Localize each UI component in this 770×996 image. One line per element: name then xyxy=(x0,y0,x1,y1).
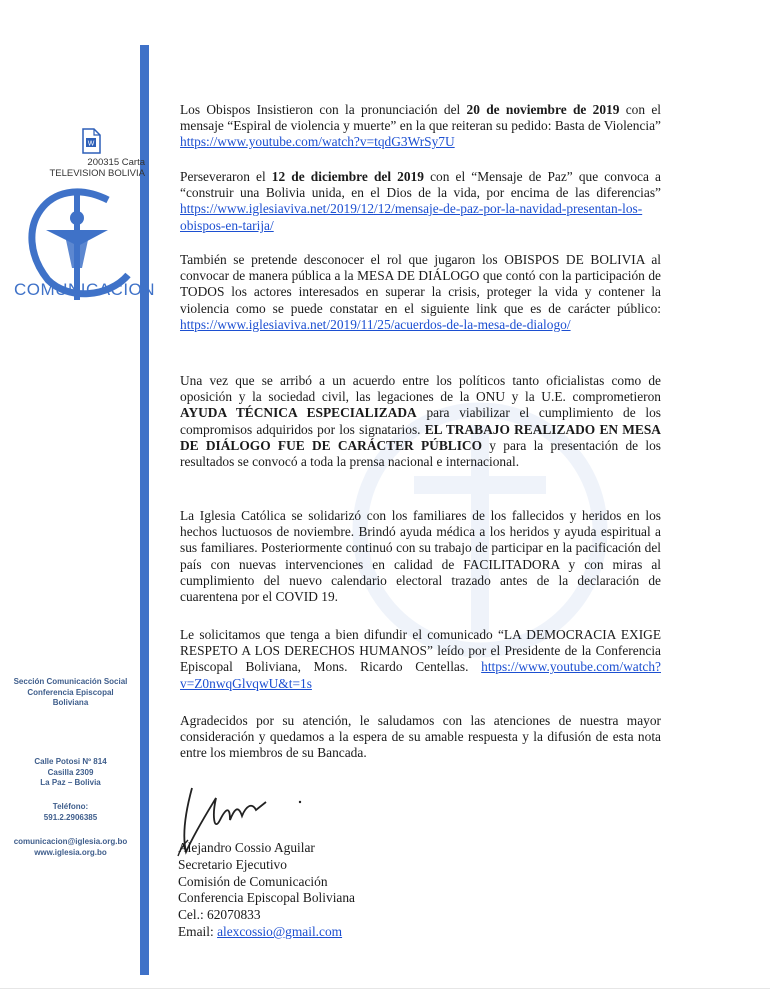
signer-email-link[interactable]: alexcossio@gmail.com xyxy=(217,923,343,939)
org-line-3: Boliviana xyxy=(52,698,89,707)
p1-text-2: con el mensaje “Espiral de violencia y muerte” en la que reiteran su pedido: Basta de Violencia” xyxy=(180,102,662,134)
signer-commission: Comisión de Comunicación xyxy=(178,873,328,889)
youtube-link-2[interactable]: https://www.youtube.com/watch?v=Z0nwqGlvqwU&t=1s xyxy=(180,659,661,691)
signer-phone: Cel.: 62070833 xyxy=(178,907,261,923)
p2-text-2: con el “Mensaje de Paz” que convoca a “construir una Bolivia unida, en el Dios de la vida, por encima de las diferencias” xyxy=(180,169,661,201)
address-line-1: Calle Potosi Nº 814 xyxy=(34,757,107,766)
paragraph-2 xyxy=(180,169,661,234)
iglesiaviva-link-1[interactable]: https://www.iglesiaviva.net/2019/12/12/mensaje-de-paz-por-la-navidad-presentan-los-obispos-en-tarija/ xyxy=(180,201,643,233)
paragraph-5 xyxy=(180,508,661,605)
p3-text-1: También se pretende desconocer el rol que jugaron los OBISPOS DE BOLIVIA al convocar de manera pública a la MESA DE DIÁLOGO que contó con la participación de TODOS los actores interesados en superar la crisis, proteger la vida y contener la violencia como se puede constatar en el siguiente link que es de carácter público: xyxy=(180,252,661,316)
p2-text-1: Perseveraron el xyxy=(180,169,272,184)
sidebar-phone xyxy=(8,802,133,823)
signer-title: Secretario Ejecutivo xyxy=(178,856,287,872)
p1-bold-date: 20 de noviembre de 2019 xyxy=(466,102,620,117)
contact-email[interactable]: comunicacion@iglesia.org.bo xyxy=(13,837,128,846)
org-line-2: Conferencia Episcopal xyxy=(27,687,114,697)
signer-conference: Conferencia Episcopal Boliviana xyxy=(178,890,355,906)
paragraph-4 xyxy=(180,373,661,470)
p5-text: La Iglesia Católica se solidarizó con los familiares de los fallecidos y heridos en los hechos luctuosos de noviembre. Brindó ayuda médica a los heridos y ayuda espiritual a sus familiares. Posteriormente continuó con su trabajo de participar en la pacificación del país con nuevas intervenciones en calidad de FACILITADORA y con miras al cumplimiento del nuevo calendario electoral trazado antes de la declaración de cuarentena por el COVID 19. xyxy=(180,508,661,605)
file-label-line1: 200315 Carta xyxy=(87,157,145,168)
sidebar-contact xyxy=(8,837,133,858)
contact-website[interactable]: www.iglesia.org.bo xyxy=(34,847,107,857)
file-label-line2: TELEVISION BOLIVIA xyxy=(49,168,145,179)
phone-label: Teléfono: xyxy=(52,802,89,811)
document-file-icon[interactable] xyxy=(80,128,102,154)
paragraph-3 xyxy=(180,252,661,333)
phone-number: 591.2.2906385 xyxy=(43,812,98,822)
svg-text:W: W xyxy=(87,140,95,148)
sidebar-address xyxy=(8,757,133,789)
signer-name: Alejandro Cossio Aguilar xyxy=(178,840,315,855)
p6-text-1: Le solicitamos que tenga a bien difundir el comunicado “LA DEMOCRACIA EXIGE RESPETO A LOS DERECHOS HUMANOS” leído por el Presidente de la Conferencia Episcopal Boliviana, Mons. Ricardo Centellas. xyxy=(180,627,661,675)
paragraph-6 xyxy=(180,627,661,692)
p4-text-3: y para la presentación de los resultados se convocó a toda la prensa nacional e internacional. xyxy=(180,437,661,470)
address-line-3: La Paz – Bolivia xyxy=(40,778,101,787)
p4-bold-1: AYUDA TÉCNICA ESPECIALIZADA xyxy=(180,405,417,421)
p7-text: Agradecidos por su atención, le saludamos con las atenciones de nuestra mayor consideración y quedamos a la espera de su amable respuesta y la difusión de esta nota entre los miembros de su Bancada. xyxy=(180,713,661,761)
email-label: Email: xyxy=(178,923,218,939)
iglesiaviva-link-2[interactable]: https://www.iglesiaviva.net/2019/11/25/acuerdos-de-la-mesa-de-dialogo/ xyxy=(180,316,571,332)
signature-block xyxy=(178,840,355,941)
signer-email-row xyxy=(178,924,355,941)
p4-text-1: Una vez que se arribó a un acuerdo entre los políticos tanto oficialistas como de oposición y la sociedad civil, las legaciones de la ONU y la U.E. comprometieron xyxy=(180,373,661,405)
p4-bold-2: EL TRABAJO REALIZADO EN MESA DE DIÁLOGO FUE DE CARÁCTER PÚBLICO xyxy=(180,421,661,453)
p2-bold-date: 12 de diciembre del 2019 xyxy=(271,169,424,184)
org-line-1: Sección Comunicación Social xyxy=(13,677,128,686)
sidebar-organization xyxy=(8,677,133,709)
p4-text-2: para viabilizar el cumplimiento de los compromisos adquiridos por los signatarios. xyxy=(180,405,661,437)
address-line-2: Casilla 2309 xyxy=(47,767,94,777)
paragraph-7 xyxy=(180,713,661,762)
logo-wordmark: COMUNICACION xyxy=(14,280,156,299)
youtube-link-1[interactable]: https://www.youtube.com/watch?v=tqdG3WrSy7U xyxy=(180,134,455,150)
p1-text-1: Los Obispos Insistieron con la pronunciación del xyxy=(180,102,467,117)
paragraph-1 xyxy=(180,102,661,151)
scan-edge-line xyxy=(0,988,770,989)
